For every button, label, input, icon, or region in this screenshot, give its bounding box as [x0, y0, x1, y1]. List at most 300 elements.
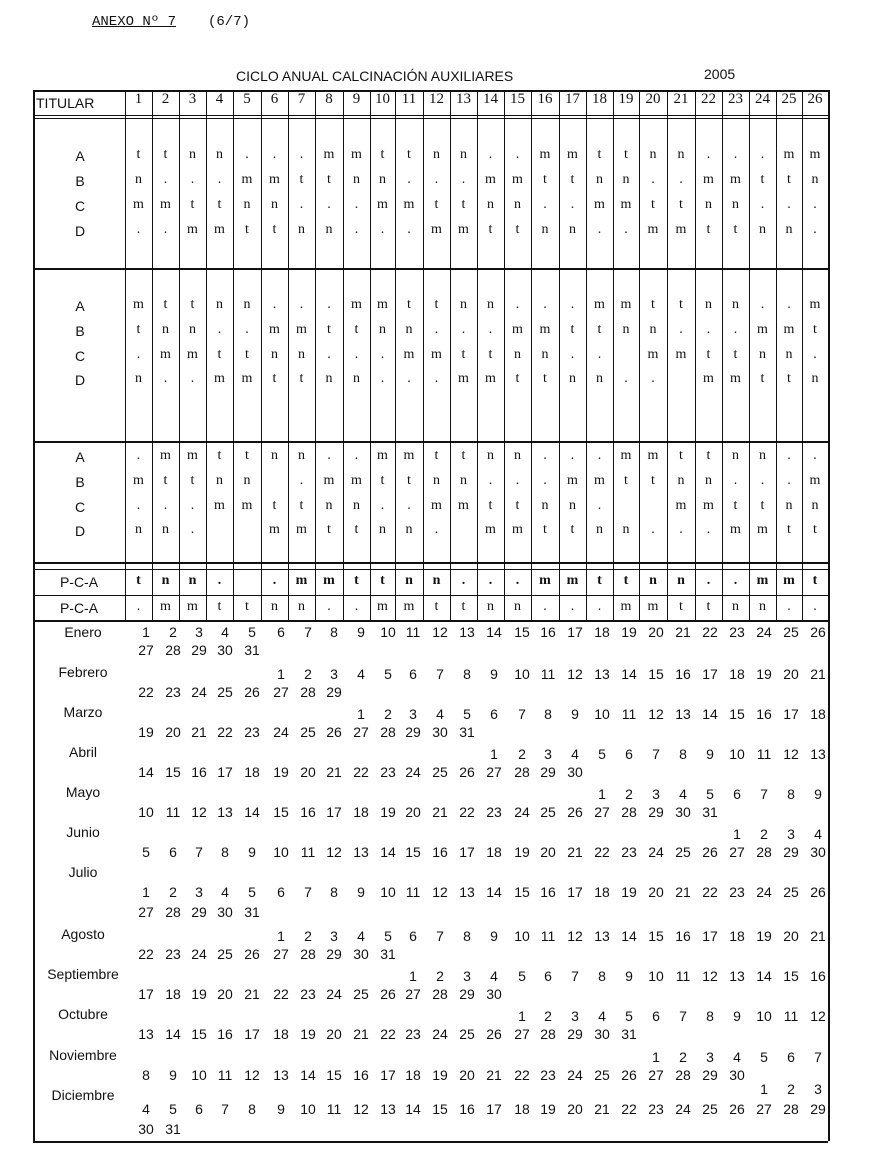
shift-cell: .: [190, 498, 195, 513]
column-number: 1: [134, 91, 143, 107]
shift-cell: n: [677, 473, 685, 488]
calendar-day: 31: [244, 642, 260, 658]
calendar-day: 15: [326, 1067, 342, 1083]
calendar-day: 15: [432, 1101, 448, 1117]
shift-cell: m: [675, 347, 687, 362]
shift-cell: .: [570, 347, 575, 362]
calendar-day: 28: [380, 724, 396, 740]
row-label: B: [75, 173, 85, 189]
shift-cell: n: [596, 172, 603, 187]
pca-cell: n: [432, 573, 441, 588]
shift-cell: m: [431, 498, 442, 513]
calendar-day: 27: [353, 724, 369, 740]
calendar-day: 9: [814, 786, 822, 802]
calendar-day: 3: [330, 666, 338, 682]
shift-cell: n: [622, 172, 630, 187]
shift-cell: t: [543, 172, 547, 187]
calendar-day: 14: [138, 764, 154, 780]
pca-cell: m: [783, 573, 795, 588]
calendar-day: 28: [514, 764, 530, 780]
calendar-day: 16: [459, 1101, 475, 1117]
calendar-day: 7: [571, 968, 579, 984]
calendar-day: 9: [571, 706, 579, 722]
shift-cell: n: [811, 172, 819, 187]
shift-cell: n: [785, 222, 793, 237]
calendar-day: 8: [679, 746, 687, 762]
shift-cell: t: [136, 322, 141, 337]
shift-cell: t: [327, 322, 331, 337]
shift-cell: n: [541, 498, 549, 513]
shift-cell: t: [272, 222, 277, 237]
calendar-day: 20: [217, 986, 233, 1002]
calendar-day: 15: [783, 968, 799, 984]
calendar-day: 26: [810, 884, 826, 900]
shift-cell: m: [757, 322, 768, 337]
calendar-day: 20: [540, 844, 556, 860]
column-number: 15: [510, 91, 525, 107]
shift-cell: m: [133, 473, 144, 488]
calendar-day: 27: [273, 946, 289, 962]
calendar-day: 25: [594, 1067, 610, 1083]
calendar-day: 13: [459, 624, 475, 640]
shift-cell: t: [570, 522, 575, 537]
pca-label: P-C-A: [59, 574, 99, 590]
shift-cell: t: [679, 448, 683, 463]
shift-cell: m: [269, 172, 280, 187]
shift-cell: .: [787, 297, 791, 312]
shift-cell: t: [163, 297, 168, 312]
shift-cell: .: [570, 297, 575, 312]
shift-cell: n: [596, 522, 603, 537]
calendar-day: 11: [405, 884, 421, 900]
calendar-day: 8: [142, 1067, 150, 1083]
calendar-day: 10: [380, 624, 396, 640]
shift-cell: .: [299, 297, 304, 312]
calendar-day: 23: [486, 804, 502, 820]
column-number: 17: [565, 91, 580, 107]
shift-cell: .: [190, 371, 195, 386]
shift-cell: t: [488, 498, 493, 513]
calendar-day: 17: [326, 804, 342, 820]
calendar-day: 9: [169, 1067, 177, 1083]
calendar-day: 12: [353, 1101, 369, 1117]
shift-cell: t: [706, 448, 711, 463]
shift-cell: n: [243, 297, 251, 312]
shift-cell: t: [651, 197, 655, 212]
shift-cell: .: [515, 297, 520, 312]
calendar-day: 30: [353, 946, 369, 962]
calendar-day: 18: [353, 804, 369, 820]
shift-cell: m: [296, 322, 307, 337]
calendar-day: 28: [165, 642, 181, 658]
shift-cell: .: [760, 473, 765, 488]
shift-cell: n: [705, 297, 712, 312]
shift-cell: n: [705, 197, 712, 212]
calendar-day: 15: [648, 666, 664, 682]
border-left: [33, 90, 35, 1141]
calendar-day: 24: [191, 684, 207, 700]
column-number: 14: [483, 91, 498, 107]
calendar-day: 6: [544, 968, 552, 984]
calendar-day: 17: [459, 844, 475, 860]
calendar-day: 3: [652, 786, 660, 802]
calendar-day: 31: [621, 1026, 637, 1042]
column-number: 25: [781, 91, 797, 107]
calendar-day: 27: [273, 684, 289, 700]
calendar-day: 30: [675, 804, 691, 820]
shift-cell: t: [760, 172, 765, 187]
calendar-day: 25: [217, 684, 233, 700]
pca-cell: m: [620, 599, 632, 614]
rule-line: [33, 1141, 828, 1143]
shift-cell: .: [354, 197, 359, 212]
shift-cell: n: [298, 347, 305, 362]
shift-cell: t: [488, 222, 493, 237]
pca-cell: m: [323, 573, 335, 588]
calendar-day: 25: [675, 844, 691, 860]
shift-cell: n: [216, 473, 223, 488]
shift-cell: .: [163, 172, 168, 187]
calendar-day: 10: [514, 666, 530, 682]
shift-cell: .: [624, 371, 628, 386]
calendar-day: 24: [326, 986, 342, 1002]
shift-cell: n: [405, 522, 413, 537]
calendar-day: 5: [706, 786, 714, 802]
calendar-day: 19: [138, 724, 154, 740]
shift-cell: m: [567, 473, 578, 488]
calendar-day: 12: [191, 804, 207, 820]
calendar-day: 1: [518, 1008, 526, 1024]
calendar-day: 11: [675, 968, 691, 984]
row-label: D: [74, 223, 86, 239]
shift-cell: .: [163, 498, 168, 513]
month-label: Diciembre: [51, 1087, 115, 1103]
shift-cell: .: [787, 473, 791, 488]
shift-cell: .: [299, 473, 304, 488]
calendar-day: 1: [142, 624, 150, 640]
shift-cell: m: [403, 347, 415, 362]
shift-cell: t: [190, 197, 195, 212]
calendar-day: 17: [567, 884, 583, 900]
shift-cell: n: [353, 371, 360, 386]
shift-cell: n: [325, 498, 333, 513]
pca-cell: t: [217, 599, 222, 614]
calendar-day: 29: [783, 844, 799, 860]
calendar-day: 3: [706, 1049, 714, 1065]
calendar-day: 13: [138, 1026, 154, 1042]
calendar-day: 25: [432, 764, 448, 780]
shift-cell: m: [594, 473, 605, 488]
calendar-day: 7: [304, 624, 312, 640]
month-label: Enero: [64, 624, 102, 640]
calendar-day: 26: [567, 804, 583, 820]
shift-cell: t: [733, 498, 738, 513]
shift-cell: n: [514, 448, 521, 463]
calendar-day: 26: [486, 1026, 502, 1042]
shift-cell: .: [488, 147, 493, 162]
row-label: C: [74, 499, 86, 515]
calendar-day: 4: [221, 624, 229, 640]
pca-cell: m: [566, 573, 579, 588]
calendar-day: 12: [567, 666, 583, 682]
shift-cell: .: [136, 222, 141, 237]
page-indicator: (6/7): [208, 14, 251, 30]
calendar-day: 21: [675, 884, 691, 900]
calendar-day: 17: [567, 624, 583, 640]
shift-cell: m: [187, 347, 198, 362]
shift-cell: n: [379, 522, 386, 537]
calendar-day: 30: [486, 986, 502, 1002]
shift-cell: n: [677, 147, 685, 162]
shift-cell: .: [136, 498, 141, 513]
calendar-day: 24: [675, 1101, 691, 1117]
calendar-day: 13: [380, 1101, 396, 1117]
table-title: CICLO ANUAL CALCINACIÓN AUXILIARES: [236, 68, 514, 84]
shift-cell: t: [706, 222, 711, 237]
pca-cell: t: [461, 599, 466, 614]
calendar-day: 30: [729, 1067, 745, 1083]
calendar-day: 3: [195, 884, 203, 900]
calendar-day: 13: [594, 666, 610, 682]
shift-cell: m: [809, 147, 821, 162]
calendar-day: 17: [217, 764, 233, 780]
calendar-day: 23: [405, 1026, 421, 1042]
shift-cell: t: [461, 197, 466, 212]
calendar-day: 19: [300, 1026, 316, 1042]
calendar-day: 4: [598, 1008, 606, 1024]
shift-cell: t: [651, 473, 655, 488]
calendar-day: 20: [165, 724, 181, 740]
calendar-day: 24: [756, 624, 772, 640]
pca-cell: .: [813, 599, 817, 614]
calendar-day: 6: [409, 928, 417, 944]
calendar-day: 9: [625, 968, 633, 984]
calendar-day: 16: [540, 624, 556, 640]
shift-cell: .: [813, 222, 817, 237]
calendar-day: 2: [304, 666, 312, 682]
shift-cell: t: [570, 172, 575, 187]
pca-cell: m: [756, 573, 769, 588]
shift-cell: t: [299, 172, 304, 187]
calendar-day: 23: [165, 946, 181, 962]
shift-cell: n: [405, 322, 413, 337]
calendar-day: 8: [463, 928, 471, 944]
shift-cell: t: [217, 197, 222, 212]
shift-cell: n: [353, 498, 360, 513]
calendar-day: 14: [486, 624, 502, 640]
calendar-day: 16: [675, 928, 691, 944]
shift-cell: .: [217, 172, 222, 187]
calendar-day: 22: [217, 724, 233, 740]
calendar-day: 28: [540, 1026, 556, 1042]
calendar-day: 4: [357, 928, 365, 944]
shift-cell: n: [487, 448, 494, 463]
year-label: 2005: [704, 66, 736, 82]
shift-cell: .: [733, 322, 738, 337]
shift-cell: .: [272, 147, 277, 162]
column-number: 6: [270, 91, 279, 107]
shift-cell: t: [461, 448, 466, 463]
shift-cell: .: [434, 371, 439, 386]
column-number: 16: [537, 91, 553, 107]
calendar-day: 10: [300, 1101, 316, 1117]
calendar-day: 10: [273, 844, 289, 860]
calendar-day: 1: [490, 746, 498, 762]
shift-cell: m: [214, 222, 225, 237]
shift-cell: n: [135, 172, 142, 187]
calendar-day: 27: [486, 764, 502, 780]
shift-cell: .: [543, 197, 547, 212]
shift-cell: .: [679, 322, 683, 337]
shift-cell: m: [214, 371, 225, 386]
calendar-day: 14: [621, 666, 637, 682]
calendar-day: 6: [625, 746, 633, 762]
shift-cell: t: [733, 222, 738, 237]
calendar-day: 5: [598, 746, 606, 762]
shift-cell: .: [434, 172, 439, 187]
shift-cell: .: [380, 371, 385, 386]
calendar-day: 11: [756, 746, 772, 762]
month-label: Septiembre: [47, 966, 119, 982]
calendar-day: 1: [277, 928, 285, 944]
shift-cell: .: [245, 322, 249, 337]
calendar-day: 9: [357, 884, 365, 900]
shift-cell: t: [272, 371, 277, 386]
calendar-day: 21: [594, 1101, 610, 1117]
month-label: Julio: [68, 864, 98, 880]
calendar-day: 17: [486, 1101, 502, 1117]
calendar-day: 5: [384, 928, 392, 944]
calendar-day: 30: [810, 844, 826, 860]
calendar-day: 15: [273, 804, 289, 820]
calendar-day: 5: [760, 1049, 768, 1065]
month-label: Junio: [66, 824, 100, 840]
calendar-day: 11: [217, 1067, 233, 1083]
pca-cell: m: [539, 573, 551, 588]
pca-cell: .: [787, 599, 791, 614]
calendar-day: 24: [273, 724, 289, 740]
shift-cell: .: [597, 448, 602, 463]
shift-cell: n: [433, 473, 440, 488]
calendar-day: 6: [490, 706, 498, 722]
shift-cell: m: [323, 147, 335, 162]
shift-cell: t: [434, 197, 439, 212]
pca-cell: .: [515, 573, 520, 588]
shift-cell: .: [380, 498, 385, 513]
column-number: 26: [807, 91, 823, 107]
calendar-day: 28: [756, 844, 772, 860]
calendar-day: 13: [810, 746, 826, 762]
calendar-day: 19: [540, 1101, 556, 1117]
shift-cell: m: [703, 498, 714, 513]
calendar-day: 23: [380, 764, 396, 780]
calendar-day: 7: [518, 706, 526, 722]
shift-cell: n: [811, 498, 819, 513]
shift-cell: .: [245, 147, 249, 162]
shift-cell: m: [783, 147, 795, 162]
shift-cell: m: [539, 147, 551, 162]
shift-cell: n: [622, 522, 630, 537]
shift-cell: .: [813, 347, 817, 362]
calendar-day: 6: [277, 884, 285, 900]
pca-cell: .: [272, 573, 277, 588]
calendar-day: 7: [436, 666, 444, 682]
calendar-day: 31: [244, 904, 260, 920]
calendar-day: 29: [540, 764, 556, 780]
calendar-day: 9: [248, 844, 256, 860]
row-label: B: [75, 474, 85, 490]
pca-cell: n: [271, 599, 278, 614]
calendar-day: 19: [621, 624, 637, 640]
shift-cell: .: [190, 172, 195, 187]
calendar-day: 16: [432, 844, 448, 860]
shift-cell: n: [298, 448, 305, 463]
shift-cell: .: [706, 322, 711, 337]
calendar-day: 13: [594, 928, 610, 944]
pca-cell: n: [405, 573, 413, 588]
shift-cell: t: [407, 147, 411, 162]
shift-cell: t: [515, 498, 520, 513]
calendar-day: 13: [353, 844, 369, 860]
calendar-day: 21: [486, 1067, 502, 1083]
shift-cell: .: [354, 347, 359, 362]
calendar-day: 10: [380, 884, 396, 900]
calendar-day: 22: [702, 624, 718, 640]
calendar-day: 20: [648, 624, 664, 640]
shift-cell: t: [813, 522, 817, 537]
calendar-day: 24: [756, 884, 772, 900]
month-label: Noviembre: [49, 1047, 117, 1063]
shift-cell: t: [190, 473, 195, 488]
shift-cell: .: [706, 147, 711, 162]
calendar-day: 8: [248, 1101, 256, 1117]
shift-cell: n: [135, 522, 142, 537]
calendar-day: 12: [432, 624, 448, 640]
shift-cell: n: [569, 371, 576, 386]
calendar-day: 15: [729, 706, 745, 722]
shift-cell: m: [403, 197, 415, 212]
calendar-day: 10: [594, 706, 610, 722]
calendar-day: 2: [625, 786, 633, 802]
calendar-day: 5: [169, 1101, 177, 1117]
calendar-day: 3: [544, 746, 552, 762]
calendar-day: 2: [169, 884, 177, 900]
calendar-day: 3: [814, 1081, 822, 1097]
shift-cell: n: [759, 448, 766, 463]
shift-cell: .: [597, 347, 602, 362]
calendar-day: 25: [540, 804, 556, 820]
shift-cell: n: [622, 322, 630, 337]
month-label: Octubre: [58, 1006, 108, 1022]
shift-cell: n: [271, 448, 278, 463]
calendar-day: 9: [490, 928, 498, 944]
calendar-day: 6: [787, 1049, 795, 1065]
pca-cell: t: [597, 573, 602, 588]
pca-cell: m: [295, 573, 308, 588]
shift-cell: n: [487, 197, 494, 212]
calendar-day: 4: [733, 1049, 741, 1065]
calendar-day: 24: [405, 764, 421, 780]
calendar-day: 16: [353, 1067, 369, 1083]
shift-cell: n: [379, 322, 386, 337]
calendar-day: 11: [621, 706, 637, 722]
calendar-day: 19: [514, 844, 530, 860]
calendar-day: 21: [353, 1026, 369, 1042]
pca-cell: m: [403, 599, 415, 614]
shift-cell: .: [733, 147, 738, 162]
shift-cell: .: [354, 448, 359, 463]
column-number: 18: [592, 91, 607, 107]
